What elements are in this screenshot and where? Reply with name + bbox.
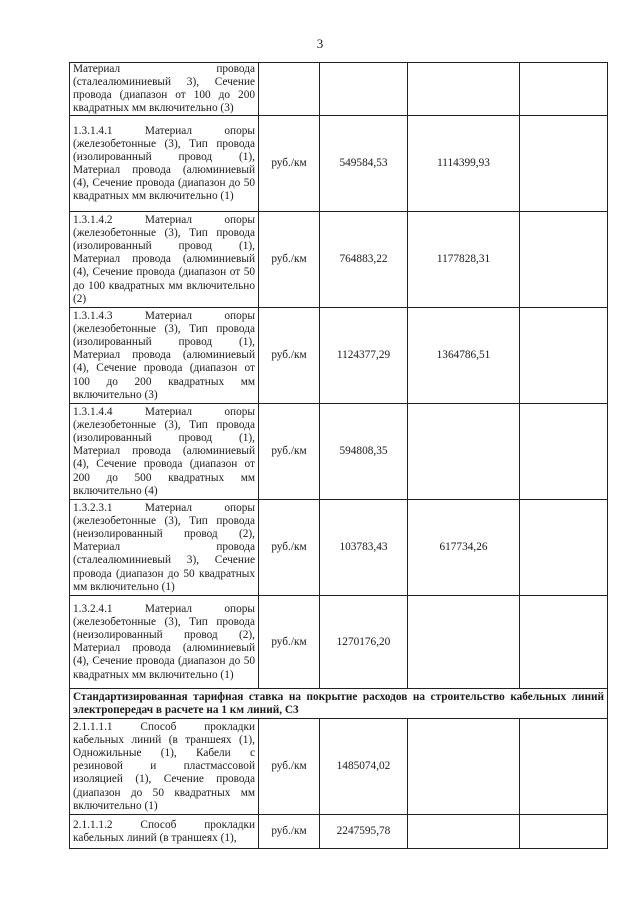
row-value-3 — [520, 212, 608, 308]
table-row — [70, 308, 608, 404]
row-unit: руб./км — [259, 719, 320, 815]
row-description: Материал провода (сталеалюминиевый 3), Сечение провода (диапазон от 100 до 200 квадратных мм включительно (3) — [70, 63, 259, 116]
row-value-1: 1270176,20 — [320, 596, 408, 689]
row-value-1: 1485074,02 — [320, 719, 408, 815]
table-row — [70, 63, 608, 116]
table-row — [70, 212, 608, 308]
row-value-3 — [520, 596, 608, 689]
row-value-2: 1114399,93 — [408, 116, 520, 212]
row-value-3 — [520, 404, 608, 500]
row-unit: руб./км — [259, 404, 320, 500]
row-unit: руб./км — [259, 500, 320, 596]
row-value-1: 103783,43 — [320, 500, 408, 596]
row-value-1: 2247595,78 — [320, 815, 408, 849]
row-unit: руб./км — [259, 815, 320, 849]
table-row — [70, 719, 608, 815]
row-value-2: 617734,26 — [408, 500, 520, 596]
row-value-1: 549584,53 — [320, 116, 408, 212]
row-value-2 — [408, 63, 520, 116]
row-value-1: 764883,22 — [320, 212, 408, 308]
row-description: 2.1.1.1.2 Способ прокладки кабельных линий (в траншеях (1), — [70, 815, 259, 849]
row-value-2 — [408, 596, 520, 689]
row-value-2: 1364786,51 — [408, 308, 520, 404]
row-unit: руб./км — [259, 212, 320, 308]
table-row — [70, 596, 608, 689]
row-unit: руб./км — [259, 596, 320, 689]
table-row — [70, 116, 608, 212]
row-value-1: 1124377,29 — [320, 308, 408, 404]
tariff-table — [69, 62, 608, 849]
row-value-1: 594808,35 — [320, 404, 408, 500]
row-description: 1.3.2.4.1 Материал опоры (железобетонные (3), Тип провода (неизолированный провод (2), Материал провода (алюминиевый (4), Сечение провода (диапазон до 50 квадратных мм включительно (1) — [70, 596, 259, 689]
row-value-2 — [408, 719, 520, 815]
row-unit: руб./км — [259, 308, 320, 404]
row-value-2 — [408, 815, 520, 849]
row-description: 1.3.1.4.4 Материал опоры (железобетонные (3), Тип провода (изолированный провод (1), Материал провода (алюминиевый (4), Сечение провода (диапазон от 200 до 500 квадратных мм включительно (4) — [70, 404, 259, 500]
row-description: 1.3.1.4.3 Материал опоры (железобетонные (3), Тип провода (изолированный провод (1), Материал провода (алюминиевый (4), Сечение провода (диапазон от 100 до 200 квадратных мм включительно (3) — [70, 308, 259, 404]
row-value-2 — [408, 404, 520, 500]
row-description: 1.3.1.4.1 Материал опоры (железобетонные (3), Тип провода (изолированный провод (1), Материал провода (алюминиевый (4), Сечение провода (диапазон до 50 квадратных мм включительно (1) — [70, 116, 259, 212]
row-value-3 — [520, 63, 608, 116]
row-value-3 — [520, 116, 608, 212]
row-unit — [259, 63, 320, 116]
table-row — [70, 500, 608, 596]
row-value-3 — [520, 719, 608, 815]
row-description: 2.1.1.1.1 Способ прокладки кабельных линий (в траншеях (1), Одножильные (1), Кабели с резиновой и пластмассовой изоляцией (1), Сечение провода (диапазон до 50 квадратных мм включительно (1) — [70, 719, 259, 815]
row-value-3 — [520, 500, 608, 596]
row-value-1 — [320, 63, 408, 116]
table-row — [70, 815, 608, 849]
row-value-2: 1177828,31 — [408, 212, 520, 308]
row-value-3 — [520, 815, 608, 849]
page-number: 3 — [316, 36, 324, 51]
table-row — [70, 404, 608, 500]
section-header-row — [70, 689, 608, 719]
row-unit: руб./км — [259, 116, 320, 212]
row-description: 1.3.1.4.2 Материал опоры (железобетонные (3), Тип провода (изолированный провод (1), Материал провода (алюминиевый (4), Сечение провода (диапазон от 50 до 100 квадратных мм включительно (2) — [70, 212, 259, 308]
row-value-3 — [520, 308, 608, 404]
row-description: 1.3.2.3.1 Материал опоры (железобетонные (3), Тип провода (неизолированный провод (2), Материал провода (сталеалюминиевый 3), Сечение провода (диапазон до 50 квадратных мм включительно (1) — [70, 500, 259, 596]
section-title: Стандартизированная тарифная ставка на покрытие расходов на строительство кабельных линий электропередач в расчете на 1 км линий, С3 — [70, 689, 608, 719]
